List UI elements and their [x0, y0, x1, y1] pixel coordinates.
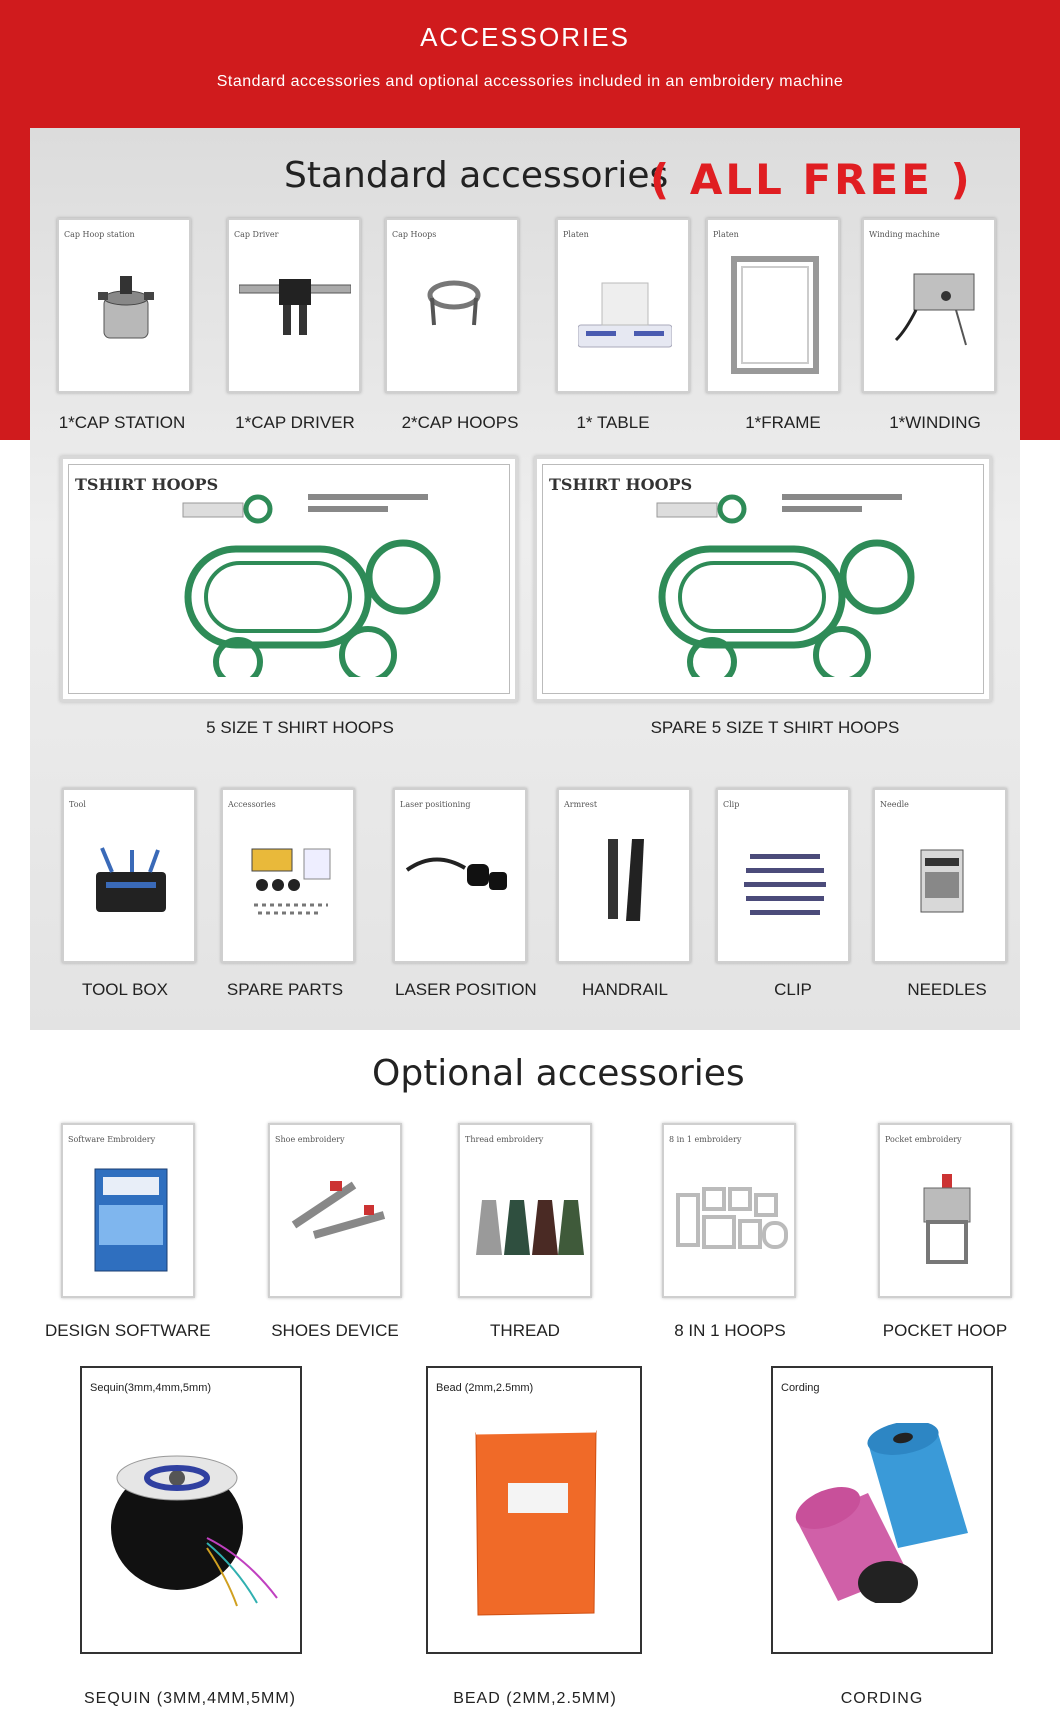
- all-free-badge: ( ALL FREE ): [650, 155, 973, 204]
- caption-hoops-1: 5 SIZE T SHIRT HOOPS: [206, 718, 394, 737]
- caption-shoes-device: SHOES DEVICE: [271, 1321, 399, 1340]
- optional-title: Optional accessories: [372, 1053, 745, 1094]
- card-cording: [771, 1366, 993, 1654]
- card-label: Cap Driver: [234, 230, 279, 239]
- winding-machine-icon: [886, 270, 981, 360]
- card-label: Cap Hoop station: [64, 230, 135, 239]
- cap-station-icon: [96, 268, 156, 348]
- card-spare-parts: [221, 788, 355, 963]
- frame-icon: [730, 255, 820, 375]
- clip-icon: [740, 850, 830, 920]
- hoops-card-2: [534, 456, 992, 702]
- caption-8in1-hoops: 8 IN 1 HOOPS: [674, 1321, 786, 1340]
- tshirt-hoops-icon: [632, 487, 922, 677]
- card-label: 8 in 1 embroidery: [669, 1135, 742, 1144]
- software-box-icon: [91, 1165, 171, 1275]
- card-label: Pocket embroidery: [885, 1135, 962, 1144]
- card-label: Software Embroidery: [68, 1135, 156, 1144]
- card-label: Thread embroidery: [465, 1135, 544, 1144]
- caption-thread: THREAD: [490, 1321, 560, 1340]
- caption-sequin: SEQUIN (3MM,4MM,5MM): [84, 1690, 296, 1707]
- card-label: Bead (2mm,2.5mm): [436, 1382, 534, 1394]
- caption-bead: BEAD (2MM,2.5MM): [453, 1690, 617, 1707]
- card-laser: [393, 788, 527, 963]
- caption-cording: CORDING: [840, 1690, 924, 1707]
- bead-bag-icon: [466, 1423, 606, 1623]
- card-label: Accessories: [228, 800, 276, 809]
- caption-cap-driver: 1*CAP DRIVER: [235, 413, 355, 432]
- card-thread: [458, 1123, 592, 1298]
- card-label: Clip: [723, 800, 740, 809]
- caption-hoops-2: SPARE 5 SIZE T SHIRT HOOPS: [650, 718, 900, 737]
- caption-table: 1* TABLE: [576, 413, 650, 432]
- sequin-reel-icon: [107, 1448, 282, 1608]
- card-bead: [426, 1366, 642, 1654]
- card-table: [556, 218, 690, 393]
- cap-driver-icon: [239, 275, 351, 345]
- thread-cones-icon: [470, 1190, 584, 1260]
- caption-cap-station: 1*CAP STATION: [58, 413, 186, 432]
- tool-box-icon: [92, 842, 170, 922]
- card-shoes-device: [268, 1123, 402, 1298]
- page-title: ACCESSORIES: [420, 22, 630, 52]
- hoops-label: TSHIRT HOOPS: [549, 475, 693, 494]
- card-8in1-hoops: [662, 1123, 796, 1298]
- hoops-card-1: [60, 456, 518, 702]
- card-label: Cording: [781, 1382, 820, 1394]
- card-label: Platen: [563, 230, 589, 239]
- card-cap-station: [57, 218, 191, 393]
- caption-handrail: HANDRAIL: [582, 980, 668, 999]
- caption-cap-hoops: 2*CAP HOOPS: [401, 413, 519, 432]
- caption-laser: LASER POSITION: [395, 980, 537, 999]
- card-label: Armrest: [564, 800, 598, 809]
- card-label: Winding machine: [869, 230, 940, 239]
- caption-design-software: DESIGN SOFTWARE: [45, 1321, 211, 1340]
- card-clip: [716, 788, 850, 963]
- hoops-label: TSHIRT HOOPS: [75, 475, 219, 494]
- standard-title: Standard accessories: [284, 155, 669, 196]
- card-label: Laser positioning: [400, 800, 471, 809]
- spare-parts-icon: [248, 845, 334, 925]
- card-sequin: [80, 1366, 302, 1654]
- caption-frame: 1*FRAME: [745, 413, 821, 432]
- card-tool-box: [62, 788, 196, 963]
- card-label: Needle: [880, 800, 909, 809]
- cording-spools-icon: [788, 1423, 983, 1603]
- card-label: Shoe embroidery: [275, 1135, 345, 1144]
- handrail-icon: [604, 835, 648, 925]
- table-icon: [578, 275, 672, 355]
- card-design-software: [61, 1123, 195, 1298]
- needles-icon: [919, 848, 965, 914]
- card-handrail: [557, 788, 691, 963]
- card-needles: [873, 788, 1007, 963]
- card-label: Tool: [69, 800, 86, 809]
- card-winding: [862, 218, 996, 393]
- laser-icon: [405, 850, 517, 910]
- caption-winding: 1*WINDING: [889, 413, 981, 432]
- card-pocket-hoop: [878, 1123, 1012, 1298]
- shoes-device-icon: [284, 1175, 390, 1255]
- caption-pocket-hoop: POCKET HOOP: [882, 1321, 1008, 1340]
- card-cap-driver: [227, 218, 361, 393]
- card-label: Platen: [713, 230, 739, 239]
- page-subtitle: Standard accessories and optional accessories included in an embroidery machine: [216, 73, 844, 90]
- tshirt-hoops-icon: [158, 487, 448, 677]
- eight-hoops-icon: [674, 1185, 788, 1255]
- caption-tool-box: TOOL BOX: [82, 980, 168, 999]
- card-label: Cap Hoops: [392, 230, 437, 239]
- caption-spare-parts: SPARE PARTS: [226, 980, 344, 999]
- card-label: Sequin(3mm,4mm,5mm): [90, 1382, 212, 1394]
- caption-needles: NEEDLES: [907, 980, 987, 999]
- card-frame: [706, 218, 840, 393]
- pocket-hoop-icon: [910, 1170, 984, 1270]
- caption-clip: CLIP: [774, 980, 812, 999]
- cap-hoop-icon: [424, 270, 484, 340]
- card-cap-hoops: [385, 218, 519, 393]
